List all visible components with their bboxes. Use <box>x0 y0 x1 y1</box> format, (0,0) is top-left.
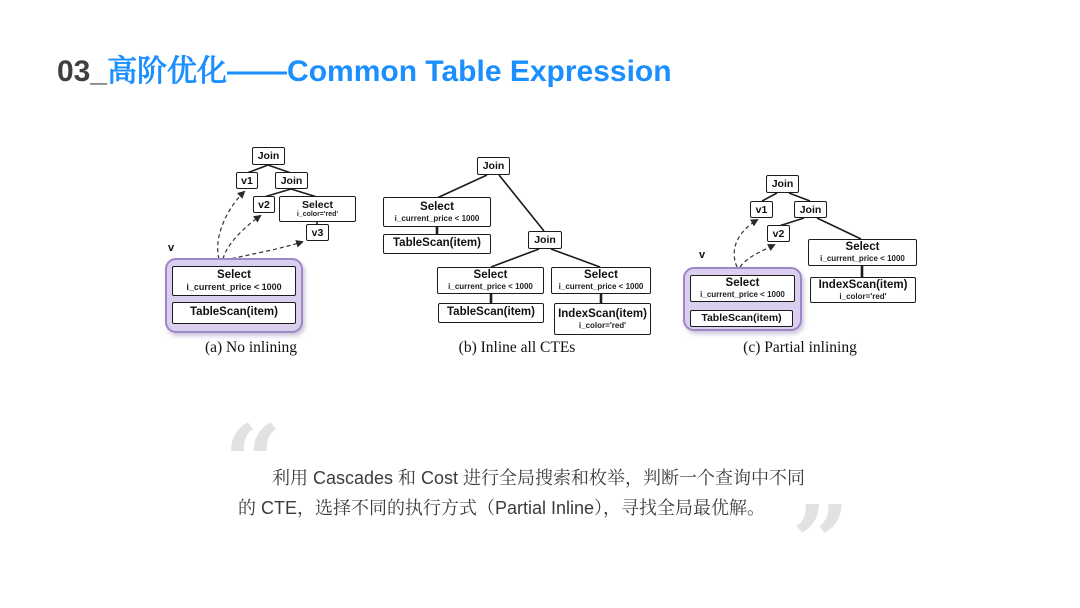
node-select-price <box>690 275 795 302</box>
node-indexscan <box>810 277 916 303</box>
node-title: Select <box>584 269 618 282</box>
node-select-color <box>279 196 356 222</box>
node-join <box>275 172 308 189</box>
node-title: Select <box>725 277 760 290</box>
node-select-price <box>172 266 296 296</box>
node-subtitle: i_current_price < 1000 <box>700 290 785 300</box>
node-tablescan <box>383 234 491 254</box>
node-subtitle: i_current_price < 1000 <box>820 254 905 264</box>
node-select-price <box>551 267 651 294</box>
node-tablescan <box>690 310 793 327</box>
caption-c: (c) Partial inlining <box>743 339 857 356</box>
node-label: v2 <box>258 198 270 211</box>
node-title: Select <box>473 269 508 282</box>
page-title <box>57 46 672 90</box>
node-label: v1 <box>241 174 253 187</box>
node-subtitle: i_current_price < 1000 <box>448 282 533 292</box>
node-title: TableScan(item) <box>701 312 782 325</box>
title-text: 高阶优化——Common Table Expression <box>107 55 672 88</box>
node-tablescan <box>438 303 544 323</box>
node-v2 <box>253 196 275 213</box>
node-v3 <box>306 224 329 241</box>
node-title: Select <box>302 198 333 211</box>
cte-definition-label: v <box>168 242 175 254</box>
node-join <box>477 157 510 175</box>
node-label: Join <box>799 203 822 216</box>
node-subtitle: i_color='red' <box>839 291 887 301</box>
node-label: v2 <box>772 227 785 240</box>
node-label: Join <box>257 150 280 162</box>
caption-b: (b) Inline all CTEs <box>458 339 576 356</box>
node-select-price <box>437 267 544 294</box>
node-join <box>528 231 562 249</box>
close-quote-mark: ” <box>792 483 844 601</box>
node-join <box>252 147 285 165</box>
caption-a: (a) No inlining <box>204 339 298 356</box>
node-title: Select <box>420 200 454 213</box>
node-label: v3 <box>311 226 324 239</box>
quote-line-1: 利用 Cascades 和 Cost 进行全局搜索和枚举，判断一个查询中不同 <box>272 468 806 488</box>
node-join <box>794 201 827 218</box>
node-title: Select <box>217 268 251 281</box>
node-join <box>766 175 799 193</box>
node-indexscan <box>554 303 651 335</box>
node-v1 <box>750 201 773 218</box>
quote-line-2: 的 CTE，选择不同的执行方式（Partial Inline），寻找全局最优解。 <box>238 498 766 518</box>
node-subtitle: i_current_price < 1000 <box>394 213 480 223</box>
node-title: IndexScan(item) <box>558 307 647 320</box>
node-subtitle: i_color='red' <box>296 210 339 218</box>
node-tablescan <box>172 302 296 324</box>
node-v1 <box>236 172 258 189</box>
open-quote-mark: “ <box>224 403 276 521</box>
node-label: Join <box>482 160 505 172</box>
node-label: Join <box>280 174 303 187</box>
node-subtitle: i_color='red' <box>578 320 627 330</box>
node-title: TableScan(item) <box>393 237 481 250</box>
node-subtitle: i_current_price < 1000 <box>558 282 644 292</box>
node-label: Join <box>771 178 794 190</box>
node-label: v1 <box>755 203 768 216</box>
node-select-price <box>808 239 917 266</box>
node-select-price <box>383 197 491 227</box>
node-label: Join <box>534 234 556 246</box>
node-v2 <box>767 225 790 242</box>
cte-definition-label: v <box>699 249 706 261</box>
quote-text <box>238 463 858 523</box>
node-subtitle: i_current_price < 1000 <box>186 282 282 293</box>
node-title: IndexScan(item) <box>818 278 908 291</box>
node-title: Select <box>845 241 880 254</box>
node-title: TableScan(item) <box>190 306 278 319</box>
node-title: TableScan(item) <box>447 306 535 319</box>
title-section-number: 03_ <box>57 55 108 88</box>
